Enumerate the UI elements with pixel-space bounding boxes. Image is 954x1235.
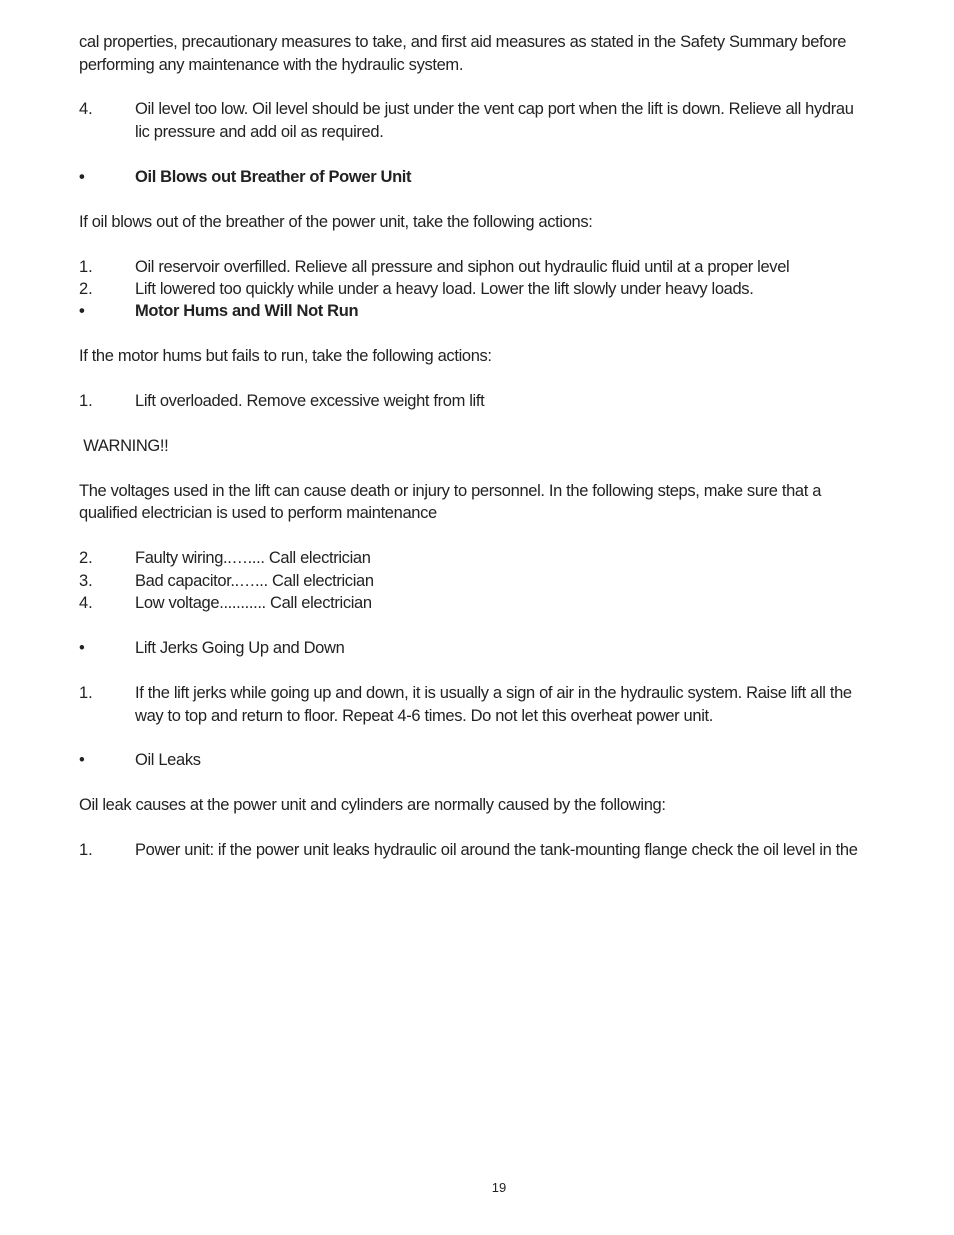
oil-low-line-1: Oil level too low. Oil level should be just under the vent cap port when the lift is down. Relieve all hydrau <box>135 100 854 118</box>
oil-low-line-2: lic pressure and add oil as required. <box>135 123 384 141</box>
list-number: 1. <box>79 684 93 702</box>
bullet: • <box>79 302 85 320</box>
warning-text-line-2: qualified electrician is used to perform maintenance <box>79 504 437 522</box>
breather-intro: If oil blows out of the breather of the power unit, take the following actions: <box>79 213 593 231</box>
section-heading-motor: Motor Hums and Will Not Run <box>135 302 359 320</box>
bullet: • <box>79 168 85 186</box>
list-item: Lift lowered too quickly while under a heavy load. Lower the lift slowly under heavy loads. <box>135 280 754 298</box>
list-item: Low voltage........... Call electrician <box>135 594 372 612</box>
list-item: Bad capacitor..…... Call electrician <box>135 572 374 590</box>
list-number: 4. <box>79 100 93 118</box>
leaks-intro: Oil leak causes at the power unit and cylinders are normally caused by the following: <box>79 796 666 814</box>
list-number: 1. <box>79 258 93 276</box>
page-number: 19 <box>491 1180 507 1195</box>
section-heading-jerks: Lift Jerks Going Up and Down <box>135 639 345 657</box>
jerks-line-1: If the lift jerks while going up and down, it is usually a sign of air in the hydraulic system. Raise lift all the <box>135 684 852 702</box>
intro-line-1: cal properties, precautionary measures to take, and first aid measures as stated in the Safety Summary before <box>79 33 847 51</box>
list-number: 4. <box>79 594 93 612</box>
section-heading-breather: Oil Blows out Breather of Power Unit <box>135 168 412 186</box>
list-item: Faulty wiring..….... Call electrician <box>135 549 371 567</box>
motor-intro: If the motor hums but fails to run, take the following actions: <box>79 347 492 365</box>
warning-text-line-1: The voltages used in the lift can cause death or injury to personnel. In the following steps, make sure that a <box>79 482 822 500</box>
section-heading-leaks: Oil Leaks <box>135 751 201 769</box>
warning-label: WARNING!! <box>79 437 169 455</box>
intro-line-2: performing any maintenance with the hydraulic system. <box>79 56 464 74</box>
list-item: Power unit: if the power unit leaks hydraulic oil around the tank-mounting flange check the oil level in the <box>135 841 858 859</box>
list-number: 1. <box>79 392 93 410</box>
list-item: Lift overloaded. Remove excessive weight from lift <box>135 392 485 410</box>
list-item: Oil reservoir overfilled. Relieve all pressure and siphon out hydraulic fluid until at a proper level <box>135 258 790 276</box>
list-number: 2. <box>79 549 93 567</box>
bullet: • <box>79 751 85 769</box>
jerks-line-2: way to top and return to floor. Repeat 4-6 times. Do not let this overheat power unit. <box>135 707 713 725</box>
list-number: 1. <box>79 841 93 859</box>
list-number: 3. <box>79 572 93 590</box>
list-number: 2. <box>79 280 93 298</box>
bullet: • <box>79 639 85 657</box>
